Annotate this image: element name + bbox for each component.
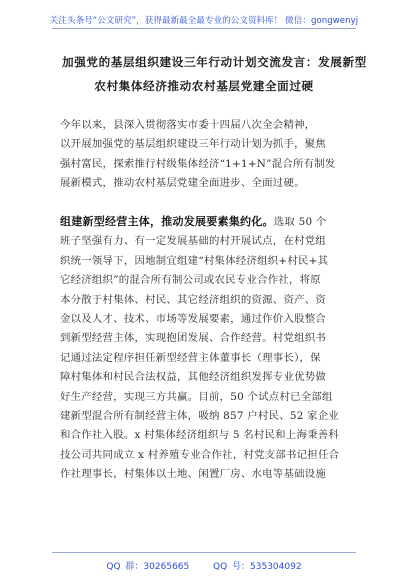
title-line-2: 农村集体经济推动农村基层党建全面过硬 [94,79,314,93]
paragraph-line: 它经济组织”的混合所有制公司或农民专业合作社，将原 [60,274,321,287]
paragraph-line: 织统一领导下，因地制宜组建“村集体经济组织+村民+其 [60,254,329,267]
paragraph-line: 建新型混合所有制经营主体，吸纳 857 户村民、52 家企业 [60,410,340,423]
paragraph-line: 到新型经营主体，实现抱团发展、合作经营。村党组织书 [60,332,327,345]
paragraph-line: 强村富民，探索推行村级集体经济“1+1+N”混合所有制发 [60,157,336,170]
header-divider [52,28,356,29]
paragraph-line: 记通过法定程序担任新型经营主体董事长（理事长），保 [60,351,321,364]
paragraph-line: 班子坚强有力、有一定发展基础的村开展试点，在村党组 [60,235,327,248]
paragraph-line: 技公司共同成立 x 村养殖专业合作社，村党支部书记担任合 [60,448,340,461]
header-banner: 关注头条号“公文研究”，获得最新最全最专业的公文资料库！ 微信：gongwenyj [49,16,359,26]
paragraph-line: 金以及人才、技术、市场等发展要素，通过作价入股整合 [60,313,327,326]
footer-banner [0,559,408,572]
paragraph-line: 展新模式，推动农村基层党建全面进步、全面过硬。 [60,177,305,190]
paragraph-section-1 [60,212,350,485]
footer-qq-number: QQ 号：535304092 [213,562,302,572]
paragraph-line: 今年以来，县深入贯彻落实市委十四届八次全会精神， [60,119,316,131]
paragraph-line: 以开展加强党的基层组织建设三年行动计划为抓手，聚焦 [60,138,327,151]
document-title [62,50,367,98]
paragraph-line: 好生产经营，实现三方共赢。目前，50 个试点村已全部组 [60,390,333,403]
paragraph-line: 本分散于村集体、村民、其它经济组织的资源、资产、资 [60,293,327,306]
paragraph-line: 和合作社入股。x 村集体经济组织与 5 名村民和上海秉善科 [60,429,340,442]
title-line-1: 加强党的基层组织建设三年行动计划交流发言：发展新型 [62,55,367,69]
paragraph-text: 选取 50 个 [273,216,327,228]
footer-divider [52,552,356,553]
paragraph-line [60,212,350,232]
paragraph-intro [60,116,350,194]
section-lead-heading: 组建新型经营主体，推动发展要素集约化。 [60,215,274,228]
paragraph-line: 作社理事长，村集体以土地、闲置厂房、水电等基础设施 [60,468,327,481]
footer-qq-group: QQ 群：30265665 [106,562,190,572]
paragraph-line: 障村集体和村民合法权益，其他经济组织发挥专业优势做 [60,371,327,384]
